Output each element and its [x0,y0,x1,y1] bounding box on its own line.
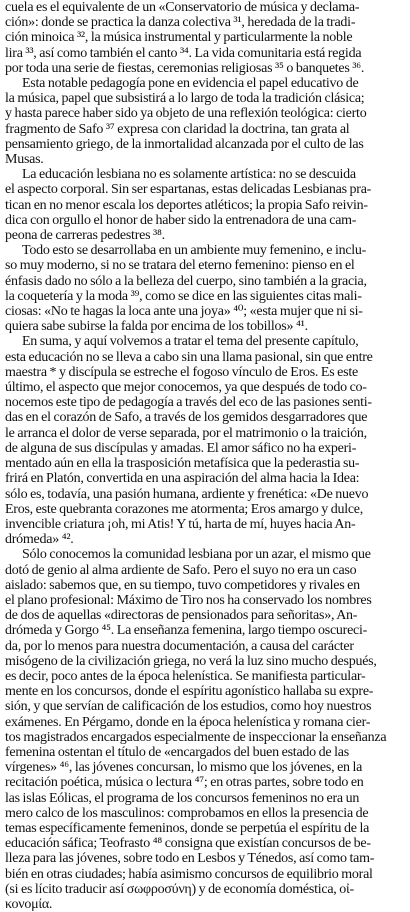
text-line: peona de carreras pedestres ³⁸. [5,228,165,244]
text-line: ción minoica ³², la música instrumental y particularmente la noble [5,30,353,46]
text-line: le arranca el dolor de verse separada, por el matrimonio o la traición, [5,425,367,441]
text-line: fragmento de Safo ³⁷ expresa con claridad la doctrina, tan grata al [5,121,350,137]
text-line: so muy moderno, si no se tratara del eterno femenino: pienso en el [5,258,355,274]
text-line: ción»: donde se practica la danza colectiva ³¹, heredada de la tradi- [5,15,356,31]
text-line: En suma, y aquí volvemos a tratar el tema del presente capítulo, [22,334,359,350]
text-line: bién en otras ciudades; había asimismo concursos de equilibrio moral [5,866,373,882]
text-line: κονομία. [5,896,53,912]
text-line: el plano profesional: Máximo de Tiro nos ha conservado los nombres [5,592,372,608]
text-line: sión, y que servían de calificación de los estudios, como hoy nuestros [5,699,372,715]
text-line: la coquetería y la moda ³⁹, como se dice en las siguientes citas mali- [5,288,362,304]
text-line: da, por lo menos para nuestra documentación, a causa del carácter [5,638,354,654]
text-line: lleza para las jóvenes, sobre todo en Lesbos y Ténedos, así como tam- [5,851,375,867]
text-line: misógeno de la civilización griega, no verá la luz sino mucho después, [5,653,377,669]
text-line: de alguna de sus discípulas y amadas. El amor sáfico no ha experi- [5,440,357,456]
text-line: énfasis dado no sólo a la belleza del cuerpo, sino también a la gracia, [5,273,367,289]
text-line: temas específicamente femeninos, donde se perpetúa el espíritu de la [5,820,370,836]
text-line: femenina ostentan el título de «encargados del buen estado de las [5,744,349,760]
text-line: La educación lesbiana no es solamente artística: no se descuida [22,167,356,183]
text-line: mentado aún en ella la trasposición metafísica que la pederastia su- [5,456,360,472]
text-line: esta educación no se lleva a cabo sin una llama pasional, sin que entre [5,349,373,365]
text-line: es decir, poco antes de la época helenística. Se manifiesta particular- [5,668,366,684]
body-text [5,0,407,912]
text-line: tican en no menor escala los deportes atléticos; la propia Safo reivin- [5,197,368,213]
text-line: drómeda y Gorgo ⁴⁵. La enseñanza femenina, largo tiempo oscureci- [5,623,368,639]
text-line: las islas Eólicas, el programa de los concursos femeninos no era un [5,790,360,806]
text-line: último, el aspecto que mejor conocemos, ya que después de todo co- [5,380,367,396]
text-line: vírgenes» ⁴⁶, las jóvenes concursan, lo mismo que los jóvenes, en la [5,760,363,776]
text-line: drómeda» ⁴². [5,532,74,548]
text-line: pensamiento griego, de la inmortalidad alcanzada por el culto de las [5,136,364,152]
text-line: Sólo conocemos la comunidad lesbiana por un azar, el mismo que [22,547,371,563]
text-line: recitación poética, música o lectura ⁴⁷; en otras partes, sobre todo en [5,775,364,791]
text-line: das en el corazón de Safo, a través de los gemidos desgarradores que [5,410,368,426]
text-line: el aspecto corporal. Sin ser espartanas, estas delicadas Lesbianas pra- [5,182,372,198]
text-line: quiera sabe subirse la falda por encima de los tobillos» ⁴¹. [5,319,308,335]
text-line: invencible criatura ¡oh, mi Atis! Y tú, harta de mí, huyes hacia An- [5,516,356,532]
text-line: la música, papel que subsistirá a lo largo de toda la tradición clásica; [5,91,365,107]
text-line: (si es lícito traducir así σωφροσύνη) y de economía doméstica, οἰ- [5,881,354,897]
text-line: cuela es el equivalente de un «Conservatorio de música y declama- [5,0,360,15]
text-line: mente en los concursos, donde el espíritu agonístico hallaba su expre- [5,684,374,700]
text-line: Musas. [5,152,44,168]
text-line: Todo esto se desarrollaba en un ambiente muy femenino, e inclu- [22,243,367,259]
text-line: y hasta parece haber sido ya objeto de una reflexión teológica: cierto [5,106,367,122]
text-line: Eros, este quebranta corazones me atormenta; Eros amargo y dulce, [5,501,364,517]
text-line: dica con orgullo el honor de haber sido la entrenadora de una cam- [5,212,357,228]
text-line: nocemos este tipo de pedagogía a través del eco de las pasiones senti- [5,395,372,411]
text-line: exámenes. En Pérgamo, donde en la época helenística y romana cier- [5,714,371,730]
text-line: dotó de genio al alma ardiente de Safo. Pero el suyo no era un caso [5,562,357,578]
text-line: de dos de aquellas «directoras de pensionados para señoritas», An- [5,608,358,624]
text-line: mero calco de los masculinos: comprobamos en ellos la presencia de [5,805,369,821]
text-line: ciosas: «No te hagas la loca ante una joya» ⁴⁰; «esta mujer que ni si- [5,304,363,320]
text-line: maestra * y discípula se estreche el fogoso vínculo de Eros. Es este [5,364,358,380]
text-line: por toda una serie de fiestas, ceremonias religiosas ³⁵ o banquetes ³⁶. [5,60,365,76]
text-line: frirá en Platón, convertida en una aspiración del alma hacia la Idea: [5,471,360,487]
text-line: aislado: sabemos que, en su tiempo, tuvo competidores y rivales en [5,577,360,593]
text-line: sólo es, todavía, una pasión humana, ardiente y frenética: «De nuevo [5,486,369,502]
text-line: Esta notable pedagogía pone en evidencia el papel educativo de [22,76,359,92]
text-line: educación sáfica; Teofrasto ⁴⁸ consigna que existían concursos de be- [5,836,371,852]
text-line: lira ³³, así como también el canto ³⁴. La vida comunitaria está regida [5,45,362,61]
text-line: tos magistrados encargados especialmente de inspeccionar la enseñanza [5,729,387,745]
